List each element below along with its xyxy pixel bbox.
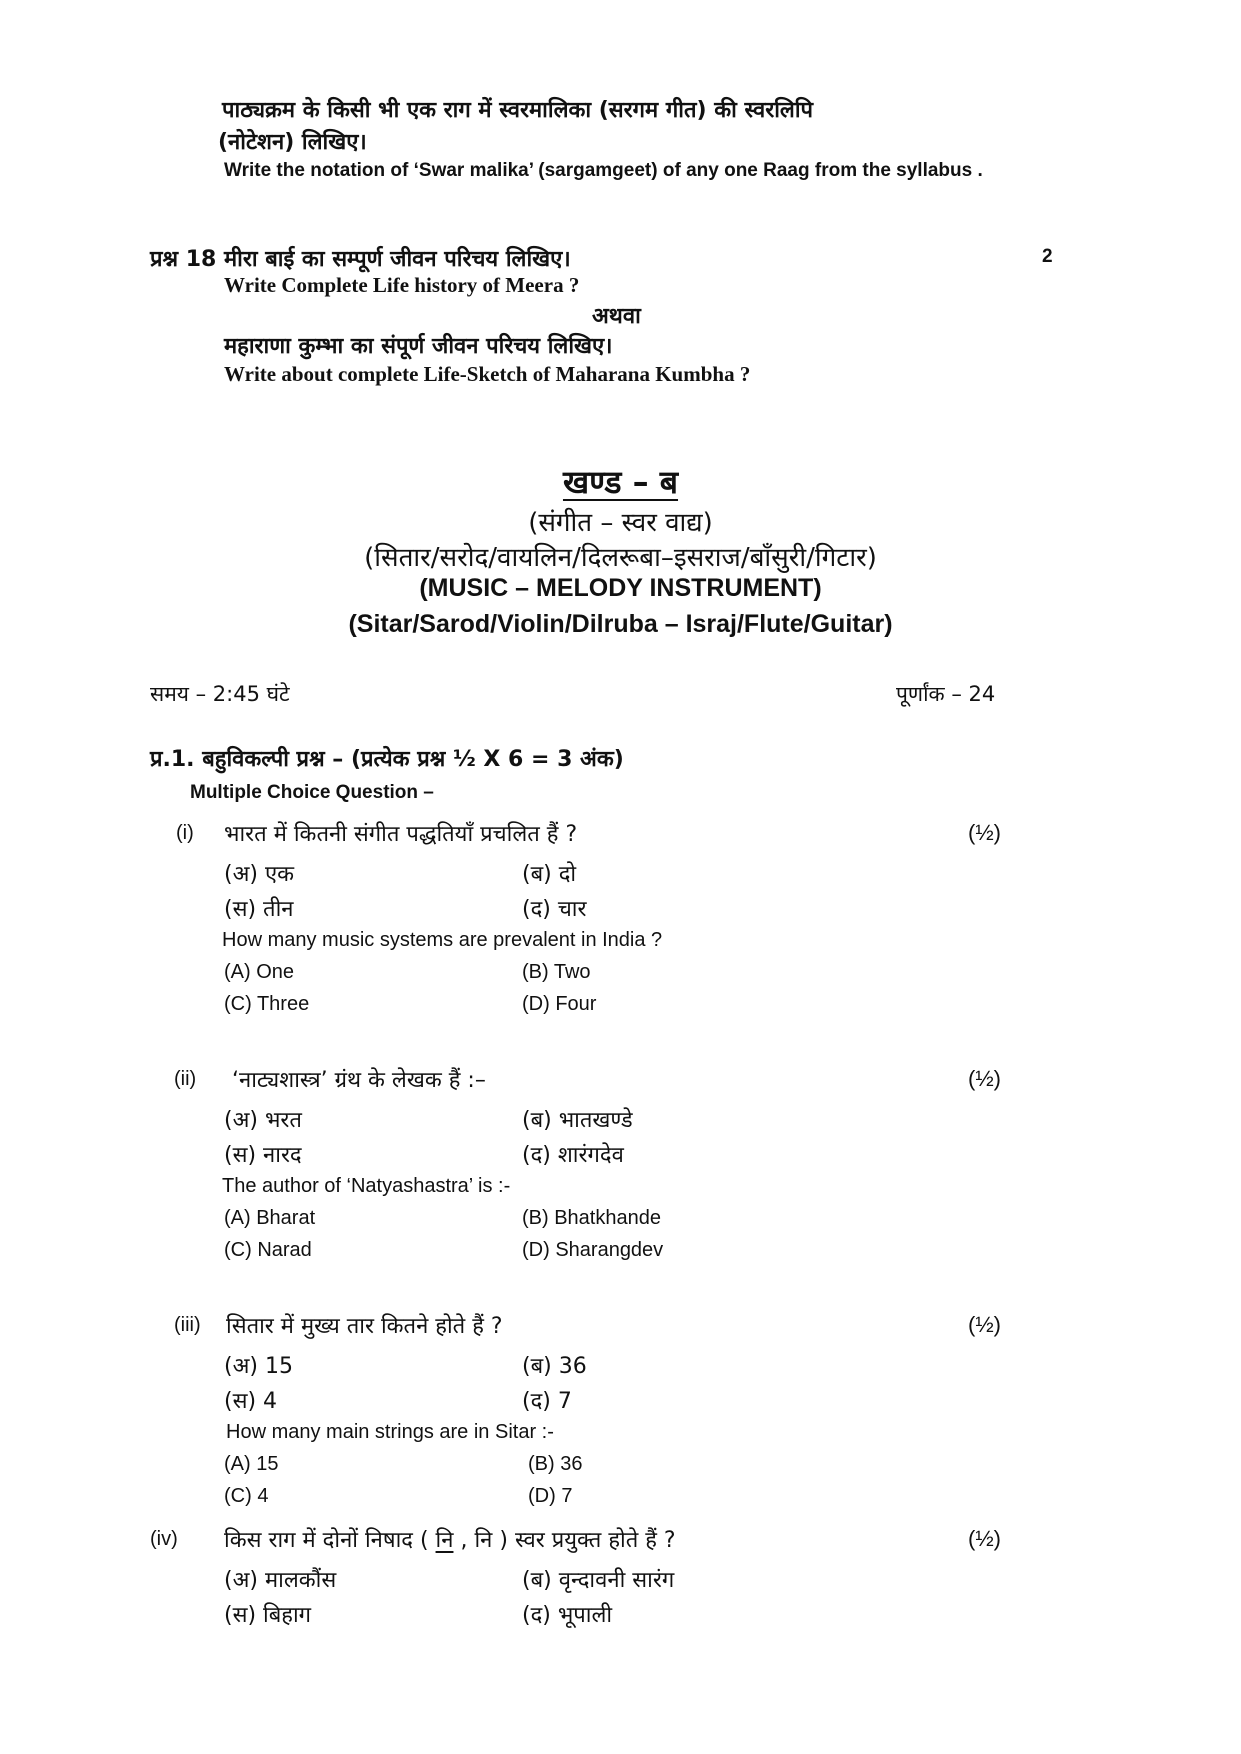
section-title-text: खण्ड – ब <box>562 463 679 501</box>
top-english-line: Write the notation of ‘Swar malika’ (sargamgeet) of any one Raag from the syllabus . <box>224 160 983 181</box>
q4-marks: (½) <box>968 1526 1001 1551</box>
q1-option-hi-d: (द) चार <box>522 897 587 922</box>
q4-hindi-komal-ni: नि <box>435 1528 454 1553</box>
q1-option-hi-c: (स) तीन <box>224 897 294 922</box>
q1-option-hi-b: (ब) दो <box>522 862 577 887</box>
section-instruments-english: (Sitar/Sarod/Violin/Dilruba – Israj/Flute/Guitar) <box>348 610 893 638</box>
q18-english: Write Complete Life history of Meera ? <box>224 273 580 297</box>
q4-hindi-pre: किस राग में दोनों निषाद ( <box>224 1528 429 1553</box>
section-instruments-hindi: (सितार/सरोद/वायलिन/दिलरूबा–इसराज/बाँसुरी/गिटार) <box>364 543 877 573</box>
q3-option-hi-a: (अ) 15 <box>224 1354 293 1379</box>
q3-option-en-c: (C) 4 <box>224 1485 269 1507</box>
q4-number: (iv) <box>150 1528 178 1550</box>
q2-hindi: ‘नाट्यशास्त्र’ ग्रंथ के लेखक हैं :– <box>232 1068 486 1093</box>
q1-option-en-c: (C) Three <box>224 993 310 1015</box>
q18-marks: 2 <box>1042 246 1053 267</box>
q2-number: (ii) <box>174 1068 197 1090</box>
q2-marks: (½) <box>968 1066 1001 1091</box>
q3-option-en-d: (D) 7 <box>528 1485 573 1507</box>
q4-option-hi-b: (ब) वृन्दावनी सारंग <box>522 1568 675 1593</box>
q2-option-en-b: (B) Bhatkhande <box>522 1207 661 1229</box>
q3-option-hi-d: (द) 7 <box>522 1389 572 1414</box>
q2-option-hi-a: (अ) भरत <box>224 1108 302 1133</box>
q1-number: (i) <box>176 822 194 844</box>
section-subtitle-english: (MUSIC – MELODY INSTRUMENT) <box>419 574 822 602</box>
q2-option-en-d: (D) Sharangdev <box>522 1239 664 1261</box>
q4-hindi-mid: , नि <box>460 1528 493 1553</box>
top-hindi-line-1: पाठ्यक्रम के किसी भी एक राग में स्वरमालिका (सरगम गीत) की स्वरलिपि <box>222 98 814 123</box>
mcq-heading-english: Multiple Choice Question – <box>190 782 434 803</box>
exam-total-marks: पूर्णांक – 24 <box>896 682 996 706</box>
q3-option-en-a: (A) 15 <box>224 1453 279 1475</box>
q3-marks: (½) <box>968 1312 1001 1337</box>
q18-hindi-alt: महाराणा कुम्भा का संपूर्ण जीवन परिचय लिखिए। <box>224 334 613 359</box>
q1-option-hi-a: (अ) एक <box>224 862 295 887</box>
q4-option-hi-d: (द) भूपाली <box>522 1603 613 1628</box>
q2-english: The author of ‘Natyashastra’ is :- <box>222 1175 511 1197</box>
q4-hindi <box>224 1524 676 1554</box>
q4-hindi-post: ) स्वर प्रयुक्त होते हैं ? <box>499 1528 676 1553</box>
mcq-heading-hindi: प्र.1. बहुविकल्पी प्रश्न – (प्रत्येक प्रश्न ½ X 6 = 3 अंक) <box>150 747 624 772</box>
q3-option-hi-c: (स) 4 <box>224 1389 278 1414</box>
q1-option-en-b: (B) Two <box>522 961 591 983</box>
q1-option-en-a: (A) One <box>224 961 295 983</box>
section-title <box>0 460 1241 503</box>
top-hindi-line-2: (नोटेशन) लिखिए। <box>218 130 367 155</box>
q2-option-en-c: (C) Narad <box>224 1239 312 1261</box>
q1-english: How many music systems are prevalent in India ? <box>222 929 663 951</box>
q3-option-en-b: (B) 36 <box>528 1453 583 1475</box>
q1-hindi: भारत में कितनी संगीत पद्धतियाँ प्रचलित हैं ? <box>224 822 578 847</box>
q2-option-en-a: (A) Bharat <box>224 1207 316 1229</box>
section-subtitle-hindi: (संगीत – स्वर वाद्य) <box>528 508 713 538</box>
q3-number: (iii) <box>174 1314 201 1336</box>
q1-option-en-d: (D) Four <box>522 993 597 1015</box>
q3-option-hi-b: (ब) 36 <box>522 1354 587 1379</box>
q18-or: अथवा <box>592 304 641 329</box>
q3-hindi: सितार में मुख्य तार कितने होते हैं ? <box>226 1314 503 1339</box>
exam-time: समय – 2:45 घंटे <box>150 682 290 706</box>
q2-option-hi-c: (स) नारद <box>224 1143 302 1168</box>
q4-option-hi-c: (स) बिहाग <box>224 1603 312 1628</box>
q18-hindi: प्रश्न 18 मीरा बाई का सम्पूर्ण जीवन परिचय लिखिए। <box>150 247 571 272</box>
q2-option-hi-b: (ब) भातखण्डे <box>522 1108 633 1133</box>
q1-marks: (½) <box>968 820 1001 845</box>
q3-english: How many main strings are in Sitar :- <box>226 1421 554 1443</box>
q2-option-hi-d: (द) शारंगदेव <box>522 1143 624 1168</box>
q18-english-alt: Write about complete Life-Sketch of Maharana Kumbha ? <box>224 362 751 386</box>
q4-option-hi-a: (अ) मालकौंस <box>224 1568 337 1593</box>
